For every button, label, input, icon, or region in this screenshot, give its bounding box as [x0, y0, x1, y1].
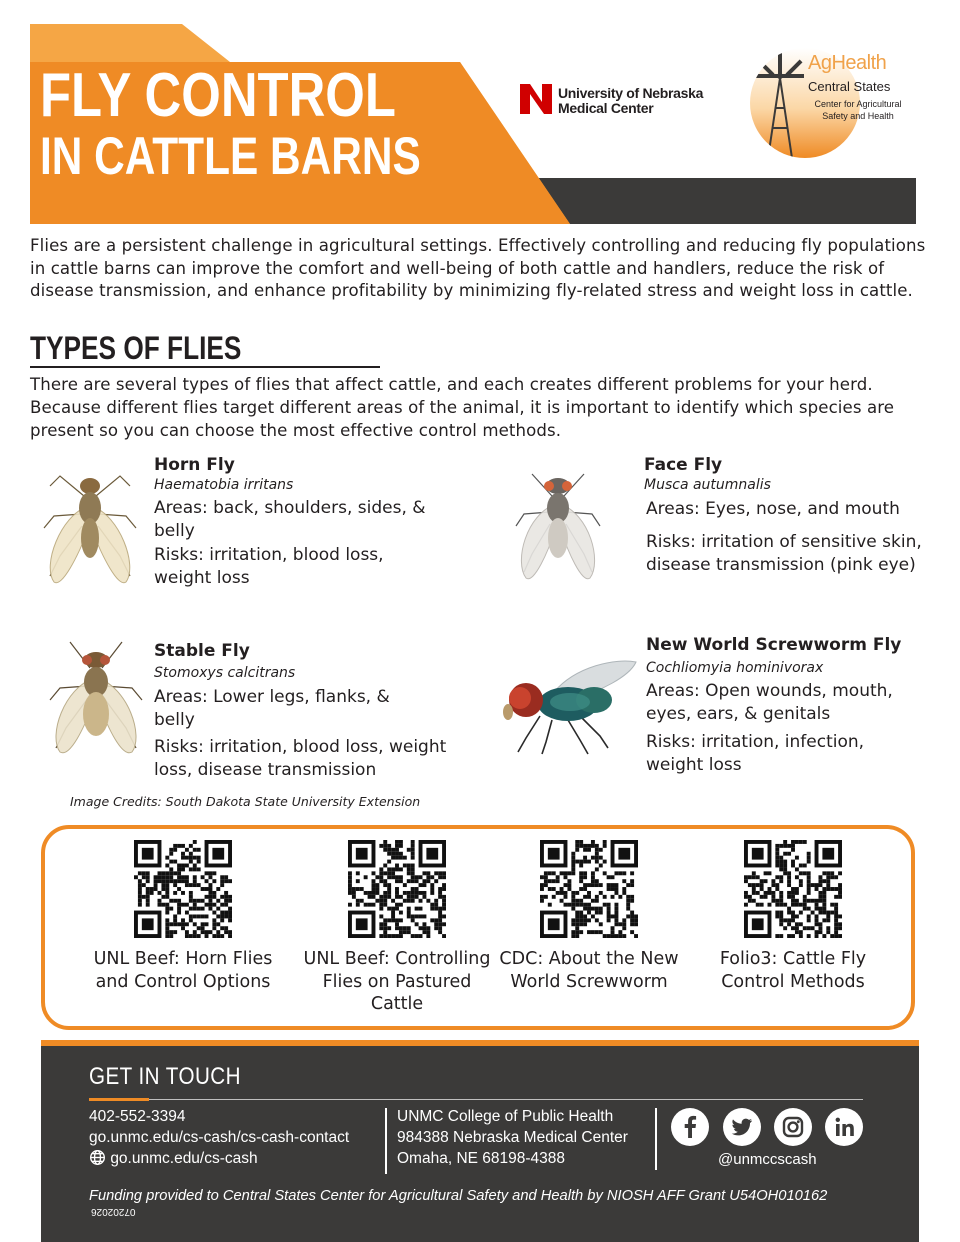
face-fly-photo-icon	[510, 456, 606, 600]
document-code: 07202026	[91, 1206, 136, 1217]
qr-code-icon[interactable]	[744, 840, 842, 938]
fly-name-face: Face Fly	[644, 455, 723, 475]
resource-label[interactable]: UNL Beef: Horn Flies and Control Options	[93, 949, 273, 992]
unmc-logo	[518, 82, 718, 122]
footer-divider	[385, 1108, 387, 1174]
fly-areas-stable: Areas: Lower legs, flanks, & belly	[154, 687, 390, 730]
image-credits: Image Credits: South Dakota State University Extension	[70, 794, 421, 809]
aghealth-name: AgHealth	[808, 52, 887, 74]
aghealth-tagline: Center for Agricultural Safety and Health	[814, 99, 902, 121]
fly-scientific-stable: Stomoxys calcitrans	[154, 665, 296, 681]
fly-scientific-face: Musca autumnalis	[644, 477, 771, 493]
footer-title-rule	[149, 1099, 863, 1100]
linkedin-icon[interactable]	[825, 1108, 863, 1146]
fly-areas-horn: Areas: back, shoulders, sides, & belly	[154, 498, 426, 541]
facebook-icon[interactable]	[671, 1108, 709, 1146]
unmc-n-icon	[518, 82, 554, 116]
fly-name-screwworm: New World Screwworm Fly	[646, 635, 902, 655]
footer-title: GET IN TOUCH	[89, 1063, 241, 1090]
contact-column	[89, 1106, 349, 1169]
qr-code-icon[interactable]	[134, 840, 232, 938]
types-title: TYPES OF FLIES	[30, 330, 242, 366]
website-row[interactable]	[89, 1148, 349, 1169]
social-handle[interactable]: @unmccscash	[718, 1151, 817, 1168]
qr-code-icon[interactable]	[540, 840, 638, 938]
globe-icon	[89, 1149, 106, 1166]
website-link[interactable]: go.unmc.edu/cs-cash	[110, 1150, 258, 1167]
aghealth-logo	[748, 46, 918, 156]
phone[interactable]: 402-552-3394	[89, 1108, 186, 1125]
footer-divider	[655, 1108, 657, 1170]
fly-risks-face: Risks: irritation of sensitive skin, disease transmission (pink eye)	[646, 532, 922, 575]
page-title-line2: IN CATTLE BARNS	[40, 127, 421, 186]
aghealth-region: Central States	[808, 79, 891, 94]
horn-fly-photo-icon	[40, 456, 140, 602]
stable-fly-photo-icon	[44, 632, 148, 772]
footer	[41, 1046, 919, 1242]
qr-code-icon[interactable]	[348, 840, 446, 938]
fly-name-stable: Stable Fly	[154, 641, 250, 661]
fly-areas-face: Areas: Eyes, nose, and mouth	[646, 499, 900, 519]
twitter-icon[interactable]	[723, 1108, 761, 1146]
resource-label[interactable]: CDC: About the New World Screwworm	[499, 949, 679, 992]
address-line2: 984388 Nebraska Medical Center	[397, 1129, 628, 1146]
resource-cdc-screwworm[interactable]	[494, 840, 684, 993]
fly-scientific-screwworm: Cochliomyia hominivorax	[646, 660, 824, 676]
instagram-icon[interactable]	[774, 1108, 812, 1146]
fly-risks-horn: Risks: irritation, blood loss, weight loss	[154, 545, 384, 588]
page-title-line1: FLY CONTROL	[40, 61, 396, 130]
resource-pastured-cattle[interactable]	[302, 840, 492, 1016]
footer-title-rule-orange	[89, 1098, 149, 1101]
address-line3: Omaha, NE 68198-4388	[397, 1150, 566, 1167]
resource-horn-flies[interactable]	[88, 840, 278, 993]
fly-areas-screwworm: Areas: Open wounds, mouth, eyes, ears, & genitals	[646, 681, 893, 724]
funding-statement: Funding provided to Central States Center for Agricultural Safety and Health by NIOSH AFF Grant U54OH010162	[89, 1188, 828, 1204]
resource-folio3[interactable]	[698, 840, 888, 993]
screwworm-fly-photo-icon	[496, 656, 640, 756]
address-line1: UNMC College of Public Health	[397, 1108, 614, 1125]
intro-paragraph: Flies are a persistent challenge in agricultural settings. Effectively controlling and reducing fly populations in cattle barns can improve the comfort and well-being of both cattle and handlers, reduce the risk of disease transmission, and enhance profitability by minimizing fly-related stress and weight loss in cattle.	[30, 236, 926, 300]
types-intro: There are several types of flies that affect cattle, and each creates different problems for your herd. Because different flies target different areas of the animal, it is important to identify which species are present so you can choose the most effective control methods.	[30, 375, 895, 440]
contact-link[interactable]: go.unmc.edu/cs-cash/cs-cash-contact	[89, 1129, 350, 1146]
resource-label[interactable]: Folio3: Cattle Fly Control Methods	[719, 949, 867, 992]
address-column	[397, 1106, 628, 1169]
resource-label[interactable]: UNL Beef: Controlling Flies on Pastured Cattle	[303, 949, 491, 1014]
fly-risks-stable: Risks: irritation, blood loss, weight loss, disease transmission	[154, 737, 447, 780]
fly-risks-screwworm: Risks: irritation, infection, weight loss	[646, 732, 865, 775]
fly-name-horn: Horn Fly	[154, 455, 235, 475]
unmc-logo-text: University of Nebraska Medical Center	[558, 85, 704, 116]
fly-scientific-horn: Haematobia irritans	[154, 477, 294, 493]
types-title-underline	[30, 366, 380, 368]
